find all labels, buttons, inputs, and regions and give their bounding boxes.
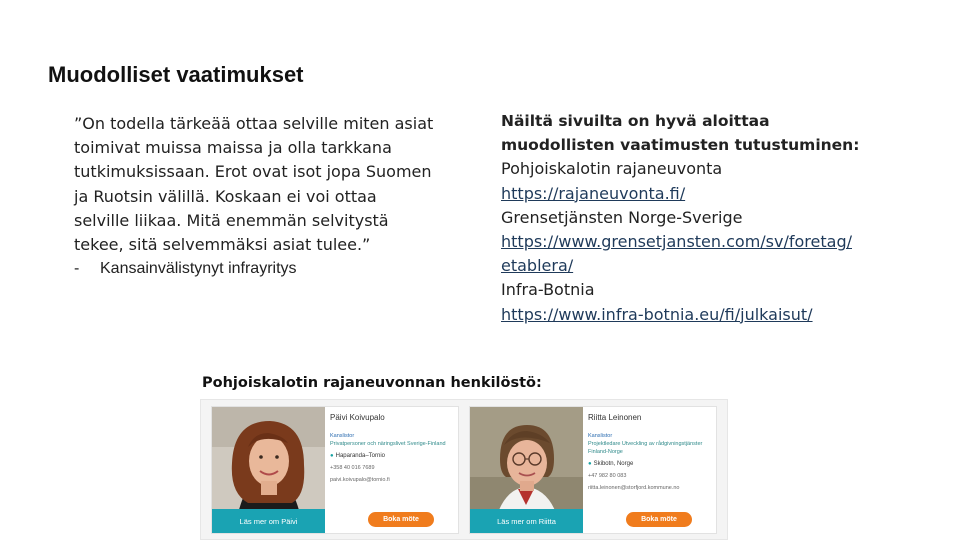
resource-name-grensetjansten: Grensetjänsten Norge-Sverige — [501, 207, 743, 227]
quote-text: ”On todella tärkeää ottaa selville miten asiat toimivat muissa maissa ja olla tarkkana tutkimuksissaan. Erot ovat isot jopa Suomen ja Ruotsin välillä. Koskaan ei voi ottaa selville liikaa. Mitä enemmän selvitystä tekee, sitä selvemmäksi asiat tulee.” — [74, 114, 434, 255]
staff-screenshot — [200, 399, 728, 540]
staff-name: Riitta Leinonen — [588, 413, 642, 422]
staff-role: Kanslistor — [588, 433, 613, 439]
staff-subrole: Projektledare Utveckling av rådgivningstjänster Finland-Norge — [588, 441, 703, 455]
read-more-paivi-button[interactable]: Läs mer om Päivi — [212, 509, 325, 533]
staff-card-paivi — [211, 406, 459, 534]
slide-title: Muodolliset vaatimukset — [48, 62, 304, 87]
staff-role: Kanslistor — [330, 433, 355, 439]
staff-phone: +47 982 80 083 — [588, 473, 627, 479]
read-more-riitta-button[interactable]: Läs mer om Riitta — [470, 509, 583, 533]
book-meeting-riitta-button[interactable]: Boka möte — [626, 512, 692, 527]
staff-email: paivi.koivupalo@tornio.fi — [330, 477, 390, 483]
book-meeting-paivi-button[interactable]: Boka möte — [368, 512, 434, 527]
location-pin-icon: ● — [330, 453, 334, 459]
staff-location: ● Haparanda–Tornio — [330, 453, 385, 459]
staff-email: riitta.leinonen@storfjord.kommune.no — [588, 485, 680, 491]
quote-attribution: Kansainvälistynyt infrayritys — [100, 260, 297, 278]
resource-link-grensetjansten[interactable]: https://www.grensetjansten.com/sv/foretag/etablera/ — [501, 232, 852, 276]
resource-name-rajaneuvonta: Pohjoiskalotin rajaneuvonta — [501, 159, 723, 179]
staff-phone: +358 40 016 7689 — [330, 465, 375, 471]
resource-name-infra-botnia: Infra-Botnia — [501, 280, 595, 300]
staff-subrole: Privatpersoner och näringslivet Sverige-Finland — [330, 441, 446, 447]
staff-heading: Pohjoiskalotin rajaneuvonnan henkilöstö: — [202, 375, 542, 391]
resource-link-infra-botnia[interactable]: https://www.infra-botnia.eu/fi/julkaisut/ — [501, 304, 813, 324]
resource-link-rajaneuvonta[interactable]: https://rajaneuvonta.fi/ — [501, 183, 686, 203]
staff-location: ● Skibotn, Norge — [588, 461, 634, 467]
staff-card-riitta — [469, 406, 717, 534]
location-pin-icon: ● — [588, 461, 592, 467]
resources-intro: Näiltä sivuilta on hyvä aloittaa muodollisten vaatimusten tutustuminen: — [501, 112, 860, 155]
quote-attribution-line — [74, 257, 434, 281]
resources-block — [501, 109, 861, 327]
attribution-dash: - — [74, 260, 80, 278]
staff-name: Päivi Koivupalo — [330, 413, 385, 422]
quote-block — [74, 112, 434, 281]
